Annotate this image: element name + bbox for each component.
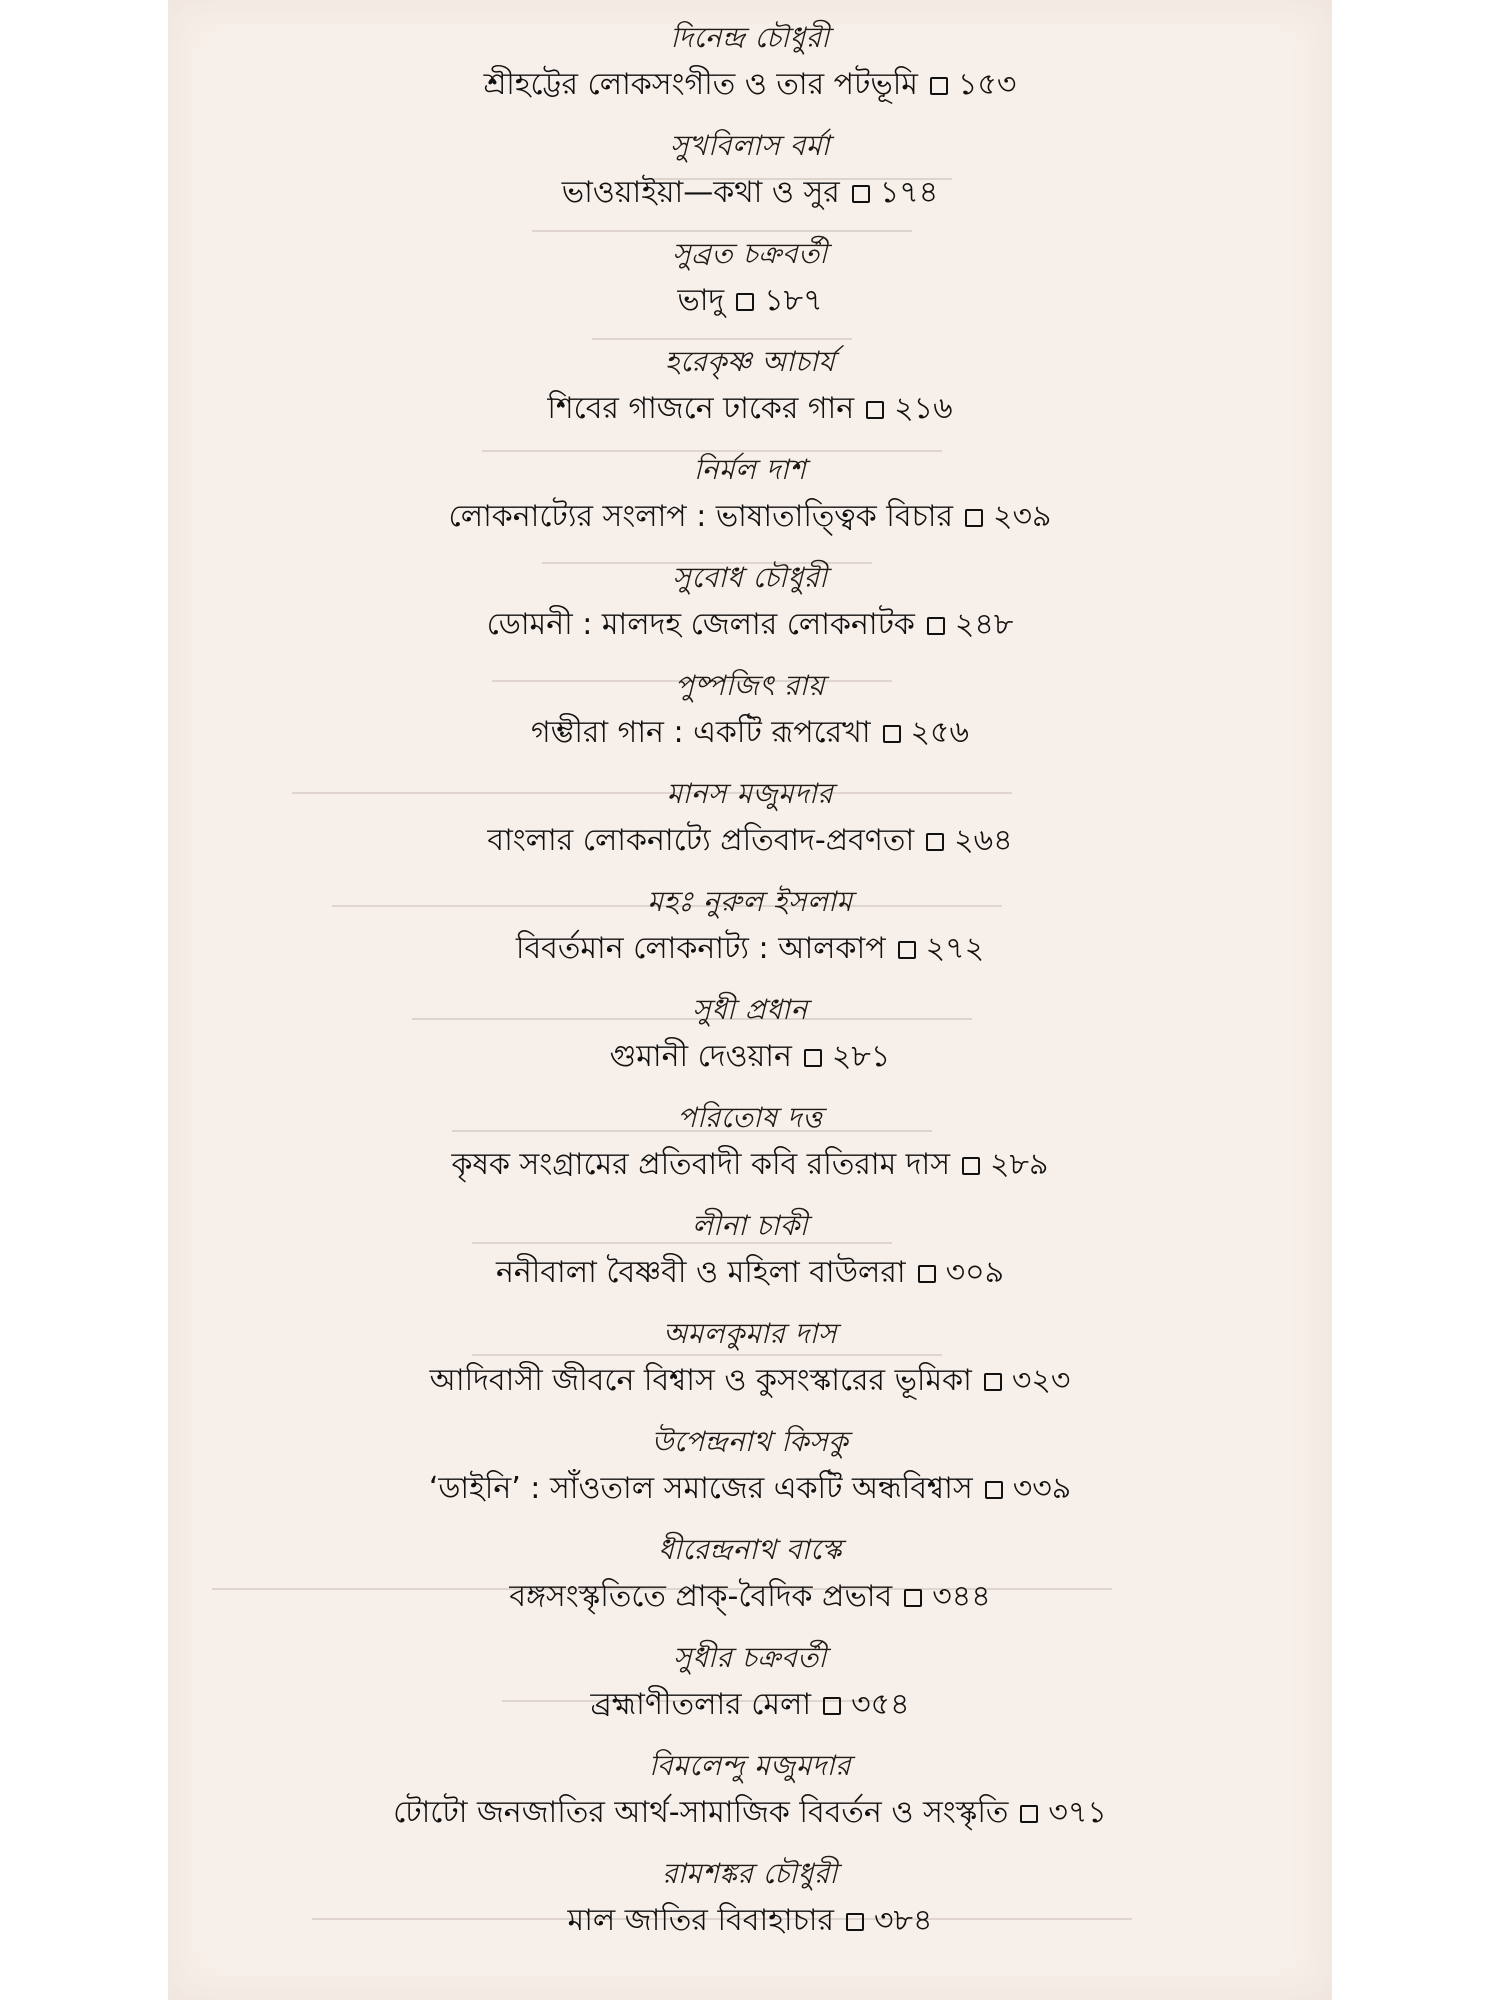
square-bullet-icon — [736, 293, 754, 311]
contents-entry — [168, 1316, 1332, 1424]
entry-title: শ্রীহট্টের লোকসংগীত ও তার পটভূমি — [483, 67, 918, 102]
entry-author: সুব্রত চক্রবর্তী — [672, 237, 828, 270]
entry-title: ‘ডাইনি’ : সাঁওতাল সমাজের একটি অন্ধবিশ্বাস — [428, 1471, 973, 1506]
entry-title-line — [168, 388, 1332, 430]
entry-title: লোকনাট্যের সংলাপ : ভাষাতাত্ত্বিক বিচার — [448, 499, 953, 534]
entry-author: পুষ্পজিৎ রায় — [675, 669, 825, 702]
entry-title: টোটো জনজাতির আর্থ-সামাজিক বিবর্তন ও সংস্কৃতি — [393, 1795, 1009, 1830]
entry-author: সুখবিলাস বর্মা — [669, 129, 831, 162]
entry-title-line — [168, 1036, 1332, 1078]
entry-title: গুমানী দেওয়ান — [609, 1039, 792, 1074]
entry-page-number: ১৫৩ — [957, 67, 1017, 102]
entry-title-line — [168, 1576, 1332, 1618]
entry-page-number: ২৮১ — [831, 1039, 891, 1074]
contents-entry — [168, 1424, 1332, 1532]
entry-title: ভাওয়াইয়া—কথা ও সুর — [561, 175, 840, 210]
entry-author: রামশঙ্কর চৌধুরী — [662, 1857, 838, 1890]
square-bullet-icon — [852, 185, 870, 203]
entry-title-line — [168, 1252, 1332, 1294]
entry-page-number: ৩৭১ — [1048, 1795, 1107, 1830]
square-bullet-icon — [985, 1481, 1003, 1499]
entry-author: সুধী প্রধান — [692, 993, 808, 1026]
contents-entry — [168, 20, 1332, 128]
square-bullet-icon — [866, 401, 884, 419]
entry-author: মানস মজুমদার — [666, 777, 834, 810]
square-bullet-icon — [965, 509, 983, 527]
entry-title: ব্রহ্মাণীতলার মেলা — [590, 1687, 812, 1722]
square-bullet-icon — [918, 1265, 936, 1283]
entry-title-line — [168, 928, 1332, 970]
entry-author: মহঃ নুরুল ইসলাম — [647, 885, 853, 918]
entry-title-line — [168, 496, 1332, 538]
entry-page-number: ৩৩৯ — [1012, 1471, 1072, 1506]
entry-title-line — [168, 604, 1332, 646]
entry-title: ননীবালা বৈষ্ণবী ও মহিলা বাউলরা — [495, 1255, 906, 1290]
entry-title: ভাদু — [677, 283, 725, 318]
contents-entry — [168, 560, 1332, 668]
contents-page — [168, 0, 1332, 2000]
contents-list — [168, 20, 1332, 1964]
entry-title-line — [168, 1900, 1332, 1942]
entry-page-number: ৩৪৪ — [932, 1579, 991, 1614]
square-bullet-icon — [846, 1913, 864, 1931]
square-bullet-icon — [984, 1373, 1002, 1391]
entry-author: লীনা চাকী — [692, 1209, 808, 1242]
entry-title: গম্ভীরা গান : একটি রূপরেখা — [530, 715, 871, 750]
entry-page-number: ২৭২ — [925, 931, 985, 966]
entry-title-line — [168, 1792, 1332, 1834]
entry-author: সুবোধ চৌধুরী — [672, 561, 828, 594]
square-bullet-icon — [926, 833, 944, 851]
square-bullet-icon — [883, 725, 901, 743]
entry-title-line — [168, 820, 1332, 862]
entry-title: বিবর্তমান লোকনাট্য : আলকাপ — [515, 931, 886, 966]
entry-page-number: ৩০৯ — [945, 1255, 1005, 1290]
entry-title-line — [168, 1468, 1332, 1510]
entry-author: নির্মল দাশ — [693, 453, 807, 486]
contents-entry — [168, 668, 1332, 776]
entry-page-number: ৩৮৪ — [874, 1903, 933, 1938]
entry-page-number: ১৭৪ — [879, 175, 939, 210]
entry-author: ধীরেন্দ্রনাথ বাস্কে — [658, 1533, 842, 1566]
square-bullet-icon — [823, 1697, 841, 1715]
contents-entry — [168, 992, 1332, 1100]
entry-title-line — [168, 1360, 1332, 1402]
entry-author: অমলকুমার দাস — [662, 1317, 838, 1350]
entry-title: ডোমনী : মালদহ জেলার লোকনাটক — [486, 607, 915, 642]
entry-page-number: ৩২৩ — [1011, 1363, 1071, 1398]
entry-author: পরিতোষ দত্ত — [677, 1101, 823, 1134]
square-bullet-icon — [927, 617, 945, 635]
contents-entry — [168, 1640, 1332, 1748]
entry-page-number: ২৮৯ — [990, 1147, 1049, 1182]
square-bullet-icon — [1020, 1805, 1038, 1823]
square-bullet-icon — [930, 77, 948, 95]
entry-title-line — [168, 712, 1332, 754]
entry-page-number: ১৮৭ — [764, 283, 823, 318]
contents-entry — [168, 344, 1332, 452]
entry-title: আদিবাসী জীবনে বিশ্বাস ও কুসংস্কারের ভূমিকা — [429, 1363, 972, 1398]
contents-entry — [168, 1532, 1332, 1640]
contents-entry — [168, 1208, 1332, 1316]
entry-page-number: ২১৬ — [894, 391, 953, 426]
entry-page-number: ২৩৯ — [992, 499, 1052, 534]
entry-title-line — [168, 1144, 1332, 1186]
entry-title: শিবের গাজনে ঢাকের গান — [547, 391, 855, 426]
contents-entry — [168, 128, 1332, 236]
square-bullet-icon — [904, 1589, 922, 1607]
entry-author: সুধীর চক্রবর্তী — [673, 1641, 827, 1674]
entry-author: উপেন্দ্রনাথ কিসকু — [651, 1425, 849, 1458]
entry-page-number: ২৬৪ — [954, 823, 1013, 858]
contents-entry — [168, 1748, 1332, 1856]
contents-entry — [168, 236, 1332, 344]
square-bullet-icon — [804, 1049, 822, 1067]
contents-entry — [168, 452, 1332, 560]
entry-page-number: ৩৫৪ — [851, 1687, 910, 1722]
entry-title: বঙ্গসংস্কৃতিতে প্রাক্-বৈদিক প্রভাব — [509, 1579, 893, 1614]
entry-title: মাল জাতির বিবাহাচার — [567, 1903, 834, 1938]
entry-author: হরেকৃষ্ণ আচার্য — [664, 345, 836, 378]
contents-entry — [168, 884, 1332, 992]
entry-author: বিমলেন্দু মজুমদার — [649, 1749, 851, 1782]
contents-entry — [168, 776, 1332, 884]
contents-entry — [168, 1100, 1332, 1208]
entry-title-line — [168, 64, 1332, 106]
square-bullet-icon — [898, 941, 916, 959]
entry-title-line — [168, 1684, 1332, 1726]
entry-title-line — [168, 172, 1332, 214]
entry-title: বাংলার লোকনাট্যে প্রতিবাদ-প্রবণতা — [487, 823, 915, 858]
contents-entry — [168, 1856, 1332, 1964]
entry-title-line — [168, 280, 1332, 322]
entry-title: কৃষক সংগ্রামের প্রতিবাদী কবি রতিরাম দাস — [451, 1147, 951, 1182]
entry-page-number: ২৪৮ — [954, 607, 1014, 642]
entry-page-number: ২৫৬ — [910, 715, 970, 750]
square-bullet-icon — [962, 1157, 980, 1175]
entry-author: দিনেন্দ্র চৌধুরী — [670, 21, 830, 54]
